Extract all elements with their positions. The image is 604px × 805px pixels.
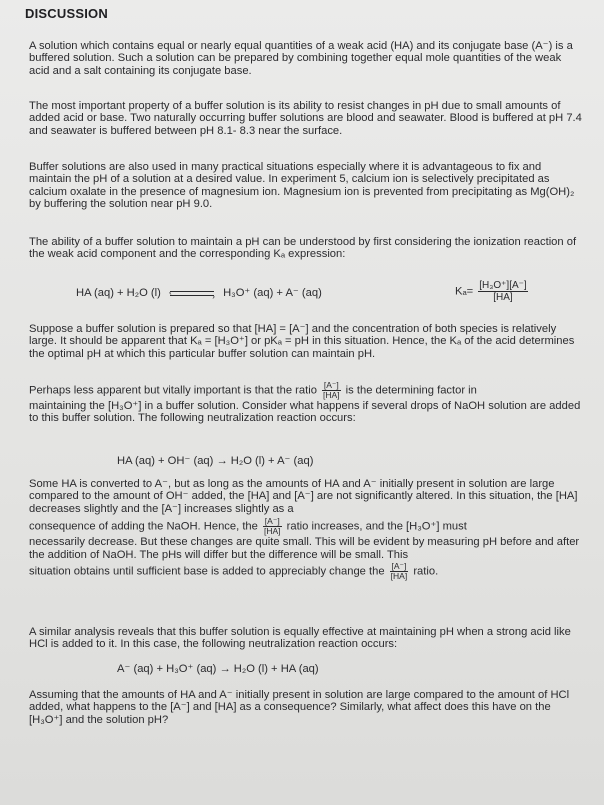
paragraph-equal-concentrations: Suppose a buffer solution is prepared so that [HA] = [A⁻] and the concentration of both species is relatively large. It should be apparent that Kₐ = [H₃O⁺] or pKₐ = pH in this situation. Hence, the Kₐ of the acid determines the optimal pH at which this particular buffer solution can maintain pH. [29,323,575,360]
ka-label: Kₐ= [455,285,474,298]
base-ratio-fraction [263,517,282,536]
ionization-equation [76,286,322,302]
base-text-f: ratio. [413,565,439,578]
naoh-neutralization-equation: HA (aq) + OH⁻ (aq) → H₂O (l) + A⁻ (aq) [117,455,314,467]
paragraph-base-addition [29,478,584,581]
ratio-denominator: [HA] [323,390,340,400]
paragraph-question: Assuming that the amounts of HA and A⁻ initially present in solution are large compared to the amount of HCl added, what happens to the [A⁻] and [HA] as a consequence? Similarly, what affect does this have on the [H₃O⁺] and the solution pH? [29,689,570,726]
paragraph-ionization-intro: The ability of a buffer solution to maintain a pH can be understood by first considering the ionization reaction of the weak acid component and the corresponding Kₐ expression: [29,236,577,261]
equation-reactants: HA (aq) + H₂O (l) [76,287,161,299]
ka-numerator: [H₃O⁺][A⁻] [479,280,527,291]
base-consequence-line [29,517,584,536]
ratio-text-a: Perhaps less apparent but vitally important is that the ratio [29,384,317,397]
paragraph-practical-uses: Buffer solutions are also used in many practical situations especially where it is advantageous to fix and maintain the pH of a solution at a desired value. In experiment 5, calcium ion is selectively precipitated as calcium oxalate in the presence of magnesium ion. Magnesium ion is prevented from precipitating as Mg(OH)₂ by buffering the solution near pH 9.0. [29,161,575,211]
paragraph-acid-addition: A similar analysis reveals that this buffer solution is equally effective at maintaining pH when a strong acid like HCl is added to it. In this case, the following neutralization reaction occurs: [29,626,571,651]
base-text-a: Some HA is converted to A⁻, but as long as the amounts of HA and A⁻ initially present in solution are large compared to the amount of OH⁻ added, the [HA] and [A⁻] are not significantly altered. In this situation, the [HA] decreases slightly and the [A⁻] increases slightly as a [29,478,578,515]
base-ratio-2-denominator: [HA] [390,571,408,582]
ka-expression [455,280,530,303]
paragraph-buffer-definition: A solution which contains equal or nearly equal quantities of a weak acid (HA) and its conjugate base (A⁻) is a buffered solution. Such a solution can be prepared by combining together equal mole quantities of the weak acid and a salt containing its conjugate base. [29,40,573,77]
ratio-text-b: is the determining factor in [345,384,477,397]
equilibrium-arrow-icon: ‹ › [168,288,215,302]
base-ratio-numerator: [A⁻] [264,516,280,527]
paragraph-ratio-importance [29,381,584,425]
ratio-numerator: [A⁻] [323,380,339,390]
ka-fraction [478,280,527,303]
ka-denominator: [HA] [493,292,513,303]
base-text-e: situation obtains until sufficient base is added to appreciably change the [29,565,385,578]
base-text-b: consequence of adding the NaOH. Hence, the [29,520,258,533]
base-final-line [29,562,584,581]
base-text-c: ratio increases, and the [H₃O⁺] must [286,520,467,533]
paragraph-buffer-property: The most important property of a buffer solution is its ability to resist changes in pH due to small amounts of added acid or base. Two naturally occurring buffer solutions are blood and seawater. Blood is buffered at pH 7.4 and seawater is buffered between pH 8.1- 8.3 near the surface. [29,100,582,137]
section-title: DISCUSSION [25,6,108,21]
base-text-d: necessarily decrease. But these changes are quite small. This will be evident by measuring pH before and after the addition of NaOH. The pHs will differ but the difference will be small. This [29,536,580,561]
base-ratio-denominator: [HA] [263,526,281,537]
base-ratio-fraction-2 [390,562,409,581]
base-ratio-2-numerator: [A⁻] [391,561,407,572]
equation-products: H₃O⁺ (aq) + A⁻ (aq) [223,287,322,299]
hcl-neutralization-equation: A⁻ (aq) + H₃O⁺ (aq) → H₂O (l) + HA (aq) [117,663,319,675]
ratio-text-c: maintaining the [H₃O⁺] in a buffer solution. Consider what happens if several drops of NaOH solution are added to this buffer solution. The following neutralization reaction occurs: [29,400,581,425]
ratio-fraction [322,381,341,400]
